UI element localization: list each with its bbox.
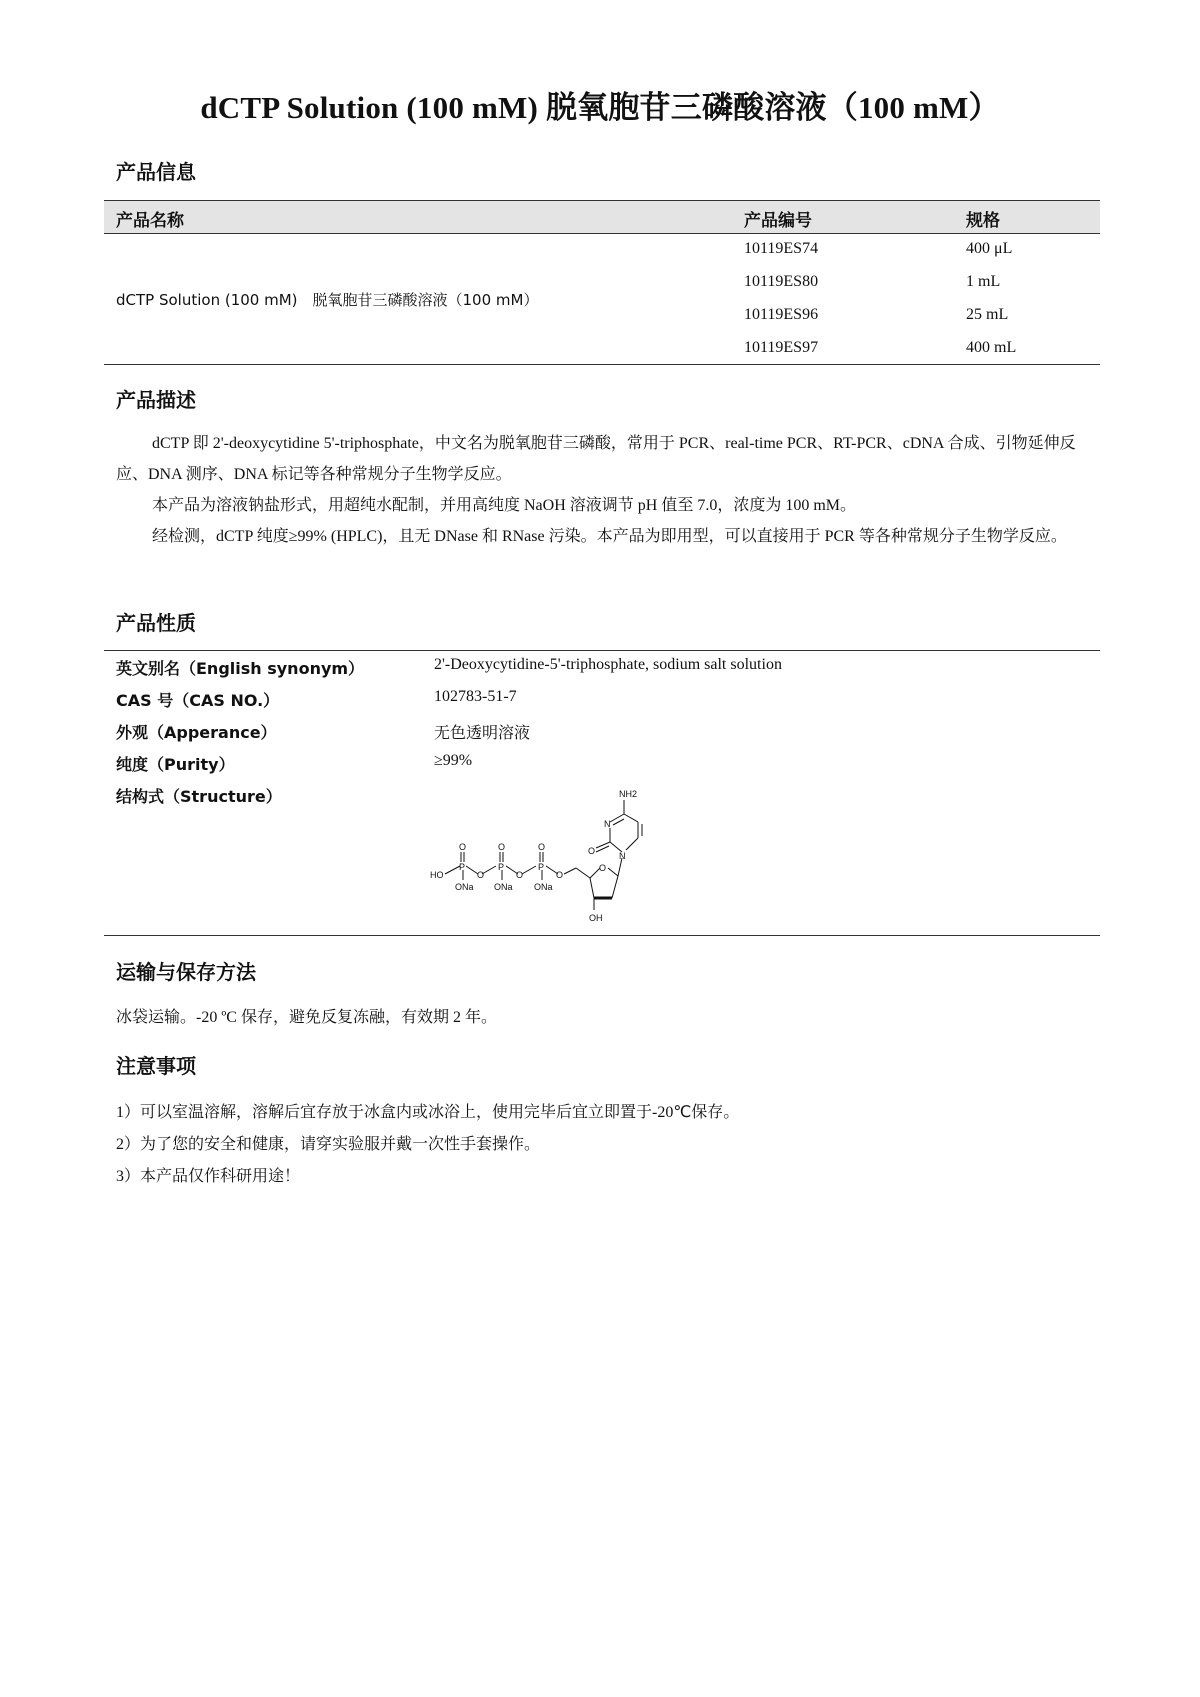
structure-label: HO (430, 870, 444, 880)
structure-label: O (459, 842, 467, 852)
structure-label: N (604, 819, 611, 829)
property-label: 纯度（Purity） (116, 755, 235, 774)
property-label: 英文别名（English synonym） (116, 659, 365, 678)
properties-top-rule (104, 650, 1100, 651)
structure-diagram (430, 770, 670, 940)
product-spec-cell: 25 mL (966, 306, 1009, 323)
property-value: 无色透明溶液 (434, 725, 531, 742)
structure-label: N (619, 851, 626, 861)
storage-text: 冰袋运输。-20 ºC 保存，避免反复冻融，有效期 2 年。 (116, 1009, 497, 1026)
section-heading-description: 产品描述 (116, 388, 196, 412)
section-heading-product-info: 产品信息 (116, 160, 196, 184)
structure-label: P (538, 862, 545, 872)
table-bottom-rule (104, 364, 1100, 365)
note-item: 3）本产品仅作科研用途！ (116, 1168, 301, 1185)
structure-label: O (588, 846, 596, 856)
structure-label: O (516, 870, 524, 880)
section-heading-notes: 注意事项 (116, 1054, 196, 1078)
structure-label: P (459, 862, 466, 872)
section-heading-storage: 运输与保存方法 (116, 960, 256, 984)
product-code-cell: 10119ES97 (744, 339, 819, 356)
structure-label: OH (589, 913, 603, 923)
property-label: 结构式（Structure） (116, 787, 282, 806)
column-header-code: 产品编号 (744, 211, 812, 231)
property-label: CAS 号（CAS NO.） (116, 691, 280, 710)
note-item: 1）可以室温溶解，溶解后宜存放于冰盒内或冰浴上，使用完毕后宜立即置于-20℃保存。 (116, 1104, 740, 1121)
description-paragraph: 经检测，dCTP 纯度≥99% (HPLC)，且无 DNase 和 RNase 污染。本产品为即用型，可以直接用于 PCR 等各种常规分子生物学反应。 (152, 528, 1067, 545)
product-spec-cell: 400 mL (966, 339, 1017, 356)
product-spec-cell: 400 μL (966, 240, 1013, 257)
properties-bottom-rule (104, 935, 1100, 936)
description-paragraph: 本产品为溶液钠盐形式，用超纯水配制，并用高纯度 NaOH 溶液调节 pH 值至 7.0，浓度为 100 mM。 (152, 497, 856, 514)
table-header-bar (104, 200, 1100, 234)
product-code-cell: 10119ES74 (744, 240, 819, 257)
product-code-cell: 10119ES96 (744, 306, 819, 323)
product-name-cell: dCTP Solution (100 mM) 脱氧胞苷三磷酸溶液（100 mM） (116, 291, 539, 309)
structure-label: O (538, 842, 546, 852)
structure-label: ONa (534, 882, 553, 892)
product-code-cell: 10119ES80 (744, 273, 819, 290)
structure-label: O (498, 842, 506, 852)
description-paragraph: dCTP 即 2'-deoxycytidine 5'-triphosphate，中文名为脱氧胞苷三磷酸，常用于 PCR、real-time PCR、RT-PCR、cDNA 合成、引物延伸反应、DNA 测序、DNA 标记等各种常规分子生物学反应。 (116, 435, 1076, 483)
page-title: dCTP Solution (100 mM) 脱氧胞苷三磷酸溶液（100 mM） (200, 90, 1000, 125)
property-value: 2'-Deoxycytidine-5'-triphosphate, sodium salt solution (434, 656, 782, 673)
structure-label: ONa (494, 882, 513, 892)
product-spec-cell: 1 mL (966, 273, 1001, 290)
structure-label: ONa (455, 882, 474, 892)
structure-label: NH2 (619, 789, 638, 799)
structure-label: P (498, 862, 505, 872)
column-header-spec: 规格 (966, 211, 1000, 231)
property-label: 外观（Apperance） (116, 723, 277, 742)
column-header-name: 产品名称 (116, 211, 184, 231)
structure-label: O (556, 870, 564, 880)
structure-label: O (599, 863, 607, 873)
property-value: 102783-51-7 (434, 688, 517, 705)
property-value: ≥99% (434, 752, 473, 769)
note-item: 2）为了您的安全和健康，请穿实验服并戴一次性手套操作。 (116, 1136, 541, 1153)
structure-label: O (477, 870, 485, 880)
section-heading-properties: 产品性质 (116, 611, 196, 635)
description-body (116, 428, 1096, 552)
